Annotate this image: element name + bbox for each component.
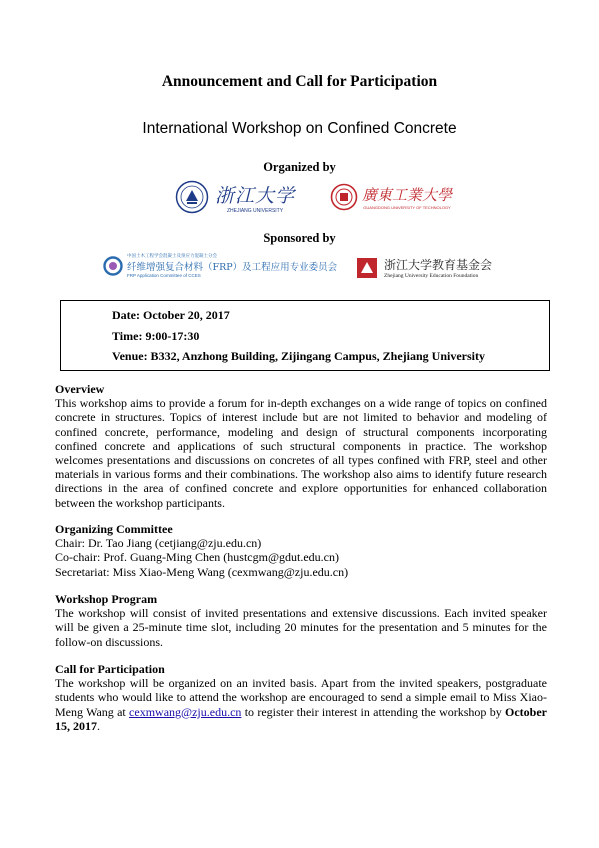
organized-by-label: Organized by — [263, 160, 336, 174]
call-text-after: to register their interest in attending the workshop by — [241, 704, 506, 719]
event-date: Date: October 20, 2017 — [112, 308, 230, 322]
frp-line3: FRP Application Committee of CCES — [127, 273, 201, 278]
foundation-emblem-icon — [356, 257, 378, 279]
gdut-logo — [330, 183, 452, 211]
program-heading: Workshop Program — [55, 592, 158, 606]
call-heading: Call for Participation — [55, 662, 165, 676]
call-deadline: October 15, 2017 — [55, 704, 547, 733]
event-details-box — [60, 300, 550, 371]
gdut-emblem-icon — [330, 183, 358, 211]
zju-logo — [175, 180, 295, 214]
call-text-end: . — [97, 718, 100, 733]
zju-name-cn: 浙江大学 — [215, 184, 296, 207]
overview-heading: Overview — [55, 382, 105, 396]
event-venue: Venue: B332, Anzhong Building, Zijingang Campus, Zhejiang University — [112, 349, 485, 363]
gdut-name-en: GUANGDONG UNIVERSITY OF TECHNOLOGY — [363, 205, 451, 210]
zju-foundation-logo — [356, 256, 492, 279]
call-email-link[interactable]: cexmwang@zju.edu.cn — [129, 704, 242, 719]
program-text: The workshop will consist of invited presentations and extensive discussions. Each invited speaker will be given a 25-minute time slot, including 20 minutes for the presentation and 5 minutes for the follow-on discussions. — [55, 606, 547, 649]
committee-secretariat: Secretariat: Miss Xiao-Meng Wang (cexmwang@zju.edu.cn) — [55, 564, 349, 579]
committee-cochair: Co-chair: Prof. Guang-Ming Chen (hustcgm@gdut.edu.cn) — [55, 550, 339, 565]
call-text — [55, 676, 547, 733]
frp-committee-logo — [103, 253, 337, 278]
sponsored-by-label: Sponsored by — [263, 231, 336, 245]
overview-text: This workshop aims to provide a forum for in-depth exchanges on a wide range of topics on confined concrete in structures. Topics of interest include but are not limited to behavior and modeling of confined concrete, performance, modeling and design of structural components incorporating confined concrete and applications of such structural components in practice. The workshop welcomes presentations and discussions on concretes of all types confined with FRP, steel and other materials in various forms and their combinations. The workshop also aims to identify future research directions in the area of confined concrete and explore opportunities for enhanced collaboration between the workshop participants. — [55, 396, 547, 510]
gdut-name-cn: 廣東工業大學 — [362, 186, 453, 204]
foundation-name-en: Zhejiang University Education Foundation — [384, 273, 479, 279]
call-text-before: The workshop will be organized on an invited basis. Apart from the invited speakers, postgraduate students who would like to attend the workshop are encouraged to send a simple email to Miss Xiao-Meng Wang at — [55, 676, 547, 719]
frp-line2: 纤维增强复合材料（FRP）及工程应用专业委员会 — [127, 262, 338, 273]
foundation-name-cn: 浙江大学教育基金会 — [384, 258, 493, 272]
committee-chair: Chair: Dr. Tao Jiang (cetjiang@zju.edu.cn) — [55, 536, 262, 551]
committee-heading: Organizing Committee — [55, 522, 173, 536]
zju-emblem-icon — [175, 180, 209, 214]
committee-section — [55, 522, 547, 579]
workshop-title: International Workshop on Confined Concrete — [142, 120, 457, 137]
frp-line1: 中国土木工程学会混凝土及预应力混凝土分会 — [127, 254, 217, 259]
call-section — [55, 662, 547, 733]
frp-emblem-icon — [103, 256, 123, 276]
overview-section — [55, 382, 547, 510]
event-time: Time: 9:00-17:30 — [112, 329, 200, 343]
zju-name-en: ZHEJIANG UNIVERSITY — [226, 207, 284, 214]
program-section — [55, 592, 547, 649]
page-title: Announcement and Call for Participation — [161, 73, 438, 90]
